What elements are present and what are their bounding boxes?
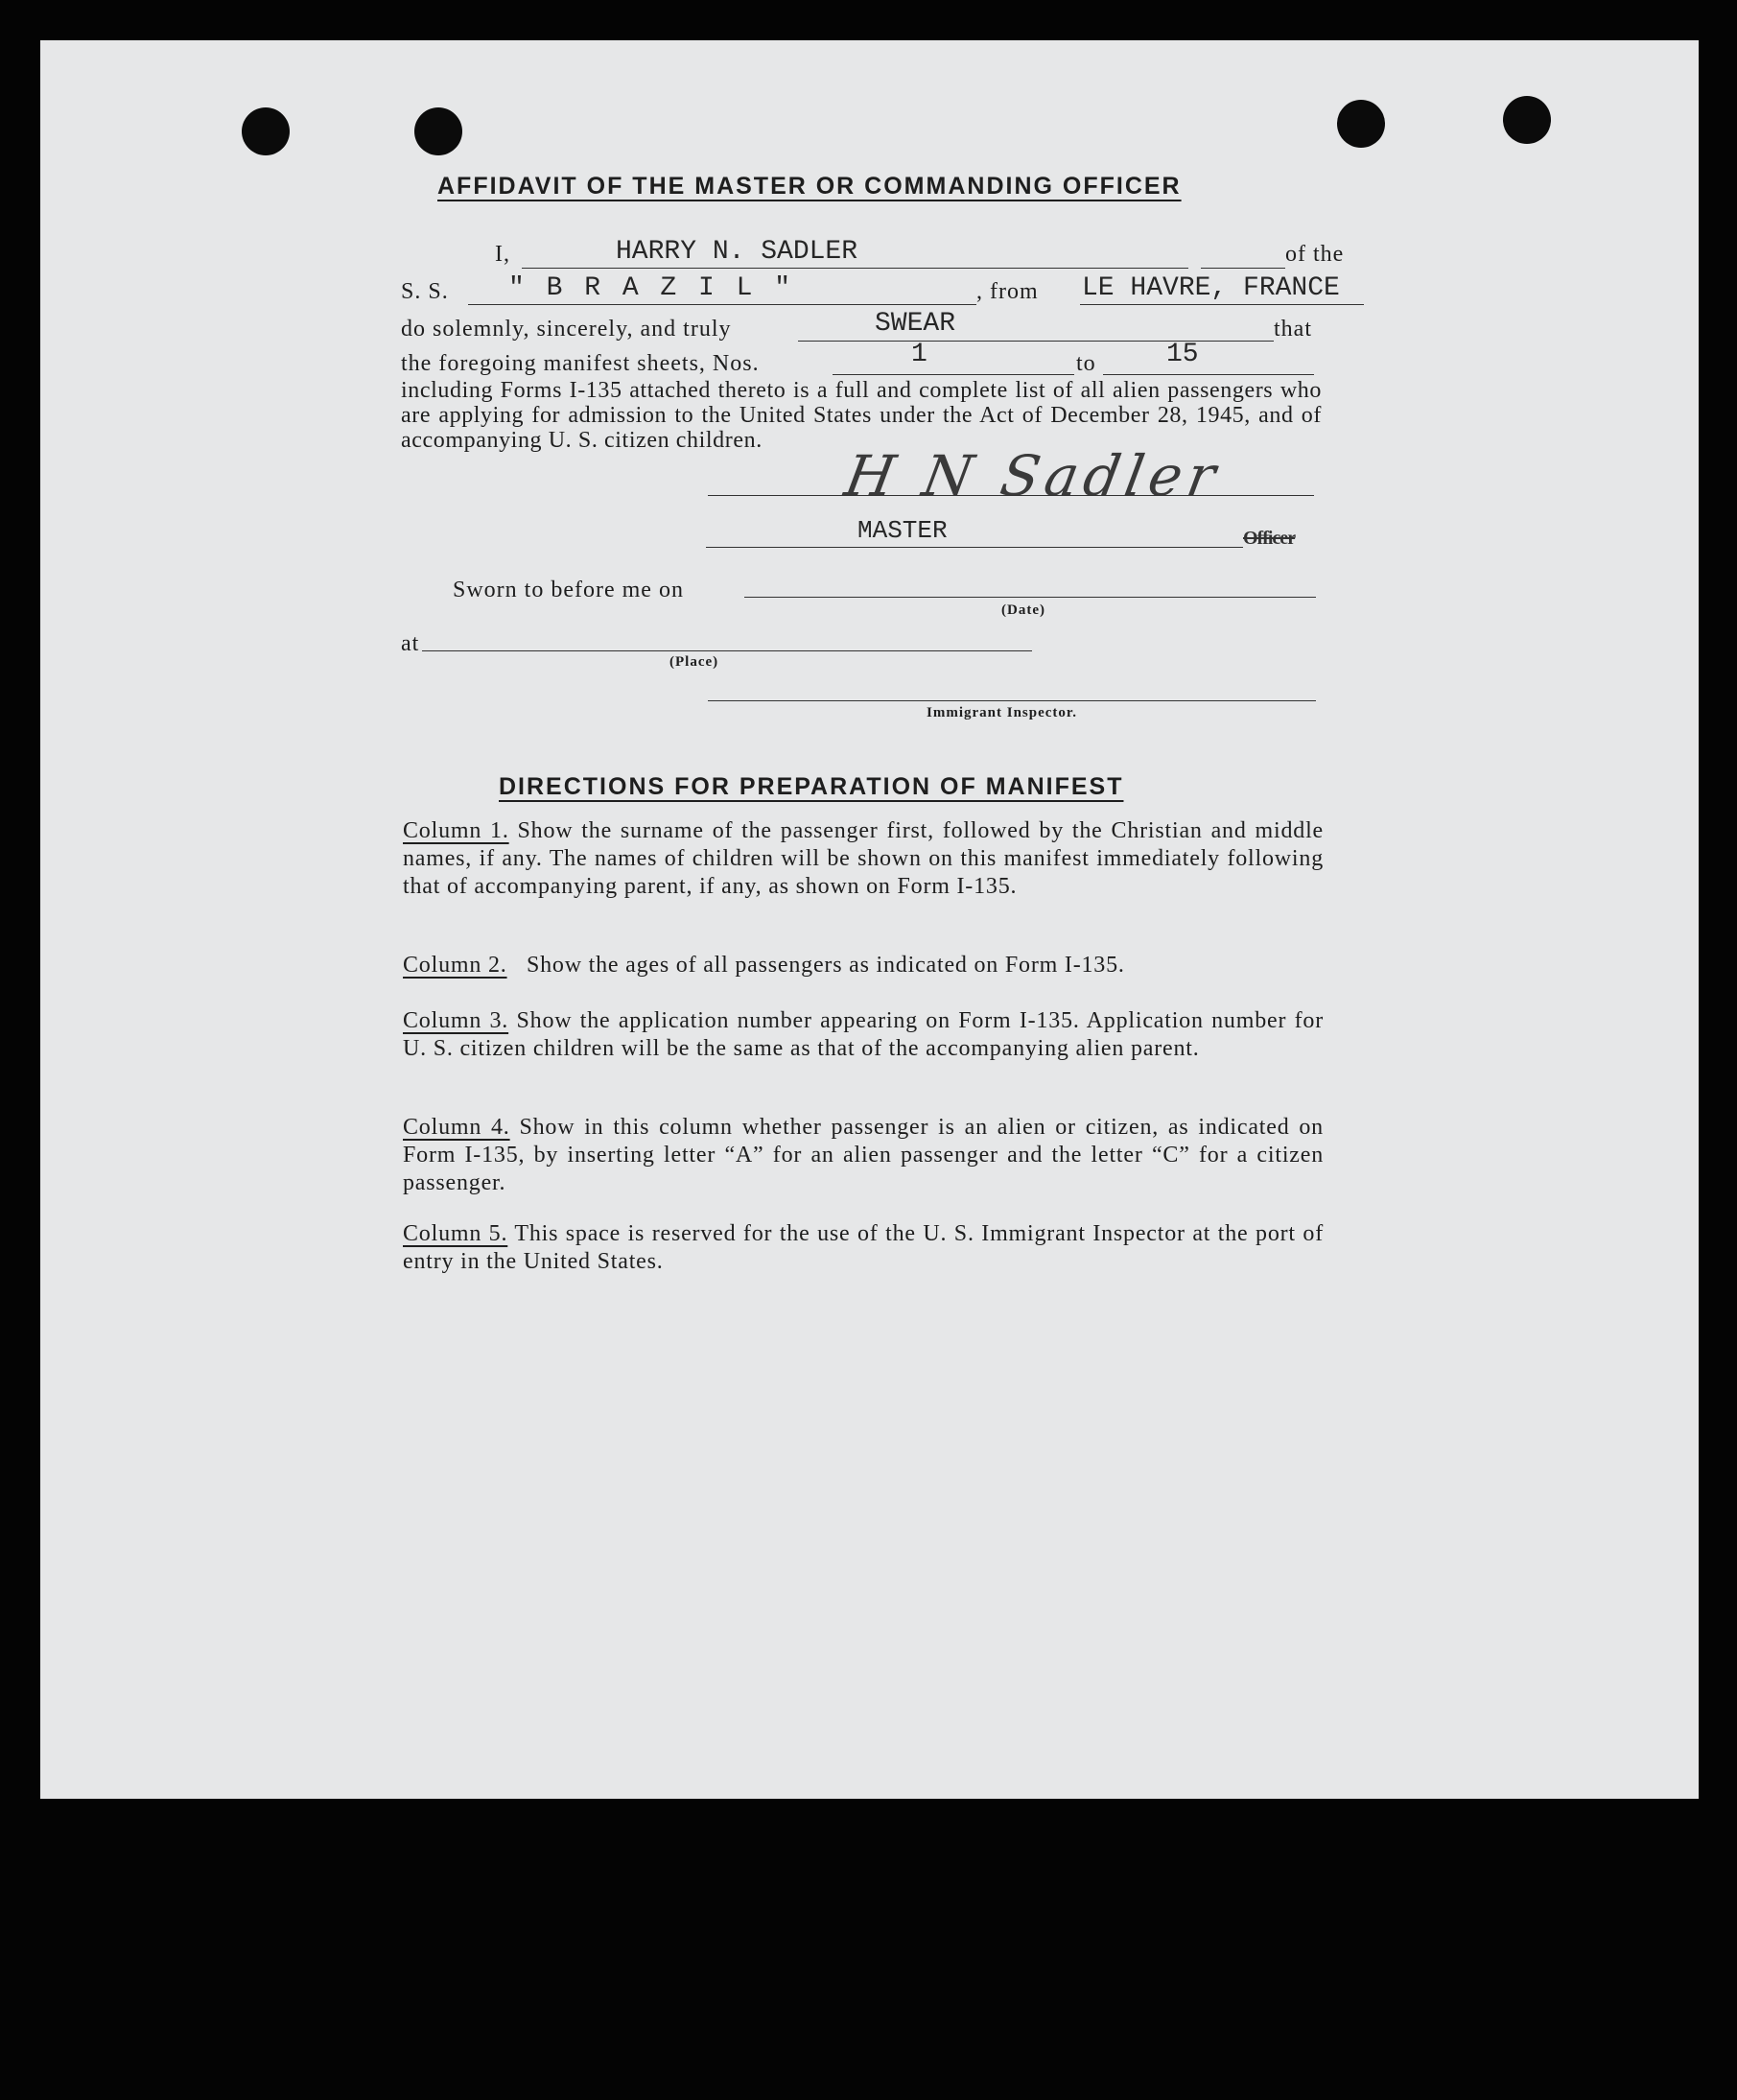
direction-item [403, 1007, 1324, 1063]
inspector-caption: Immigrant Inspector. [927, 705, 1077, 720]
master-name: HARRY N. SADLER [616, 237, 858, 267]
to-number-underline [1103, 374, 1314, 375]
signer-role: MASTER [857, 516, 948, 545]
punch-hole [242, 107, 290, 155]
name-underline [522, 268, 1188, 269]
column-label: Column 3. [403, 1008, 509, 1033]
column-text: Show the ages of all passengers as indicated on Form I-135. [526, 953, 1125, 978]
verb-underline [798, 341, 1274, 342]
oath-verb: SWEAR [875, 309, 956, 339]
at-label: at [401, 631, 420, 656]
affidavit-statement: including Forms I-135 attached thereto is a full and complete list of all alien passengers who are applying for admission to the United States under the Act of December 28, 1945, and of accompanying U. S. citizen children. [401, 378, 1322, 453]
inspector-signature-line [708, 700, 1316, 701]
direction-item [403, 1220, 1324, 1276]
column-text: Show the surname of the passenger first, followed by the Christian and middle names, if any. The names of children will be shown on this manifest immediately following that of accompanying parent, if any, as shown on Form I-135. [403, 818, 1324, 899]
column-text: Show in this column whether passenger is an alien or citizen, as indicated on Form I-135, by inserting letter “A” for an alien passenger and the letter “C” for a citizen passenger. [403, 1115, 1324, 1195]
column-label: Column 4. [403, 1115, 510, 1140]
signature-line [708, 495, 1314, 496]
place-caption: (Place) [669, 654, 719, 670]
date-caption: (Date) [1001, 602, 1045, 618]
ship-name: " B R A Z I L " [508, 273, 794, 303]
sheet-from-number: 1 [911, 340, 927, 369]
role-underline [706, 547, 1243, 548]
column-label: Column 5. [403, 1221, 508, 1246]
punch-hole [414, 107, 462, 155]
line1-suffix: of the [1285, 242, 1345, 267]
place-line [422, 650, 1032, 651]
port-underline [1080, 304, 1364, 305]
column-text: This space is reserved for the use of the U. S. Immigrant Inspector at the port of entry in the United States. [403, 1221, 1324, 1274]
directions-title: DIRECTIONS FOR PREPARATION OF MANIFEST [499, 773, 1124, 800]
punch-hole [1503, 96, 1551, 144]
affidavit-title: AFFIDAVIT OF THE MASTER OR COMMANDING OFFICER [437, 173, 1182, 200]
ss-label: S. S. [401, 279, 449, 304]
name-underline-extension [1201, 268, 1285, 269]
date-line [744, 597, 1316, 598]
master-signature: H N Sadler [840, 443, 1227, 508]
to-label: to [1076, 351, 1096, 376]
direction-item [403, 952, 1324, 979]
departure-port: LE HAVRE, FRANCE [1082, 273, 1340, 303]
line3-prefix: do solemnly, sincerely, and truly [401, 317, 732, 342]
column-label: Column 1. [403, 818, 509, 843]
column-text: Show the application number appearing on Form I-135. Application number for U. S. citizen children will be the same as that of the accompanying alien parent. [403, 1008, 1324, 1061]
from-number-underline [833, 374, 1074, 375]
line1-prefix: I, [495, 242, 510, 267]
document-page [40, 40, 1699, 1799]
column-label: Column 2. [403, 953, 507, 978]
sheet-to-number: 15 [1166, 340, 1199, 369]
line3-suffix: that [1274, 317, 1312, 342]
direction-item [403, 1114, 1324, 1197]
ship-underline [468, 304, 976, 305]
struck-word: Officer [1243, 528, 1296, 549]
sworn-label: Sworn to before me on [453, 578, 684, 602]
direction-item [403, 817, 1324, 901]
punch-hole [1337, 100, 1385, 148]
from-label: , from [976, 279, 1039, 304]
line4-prefix: the foregoing manifest sheets, Nos. [401, 351, 760, 376]
